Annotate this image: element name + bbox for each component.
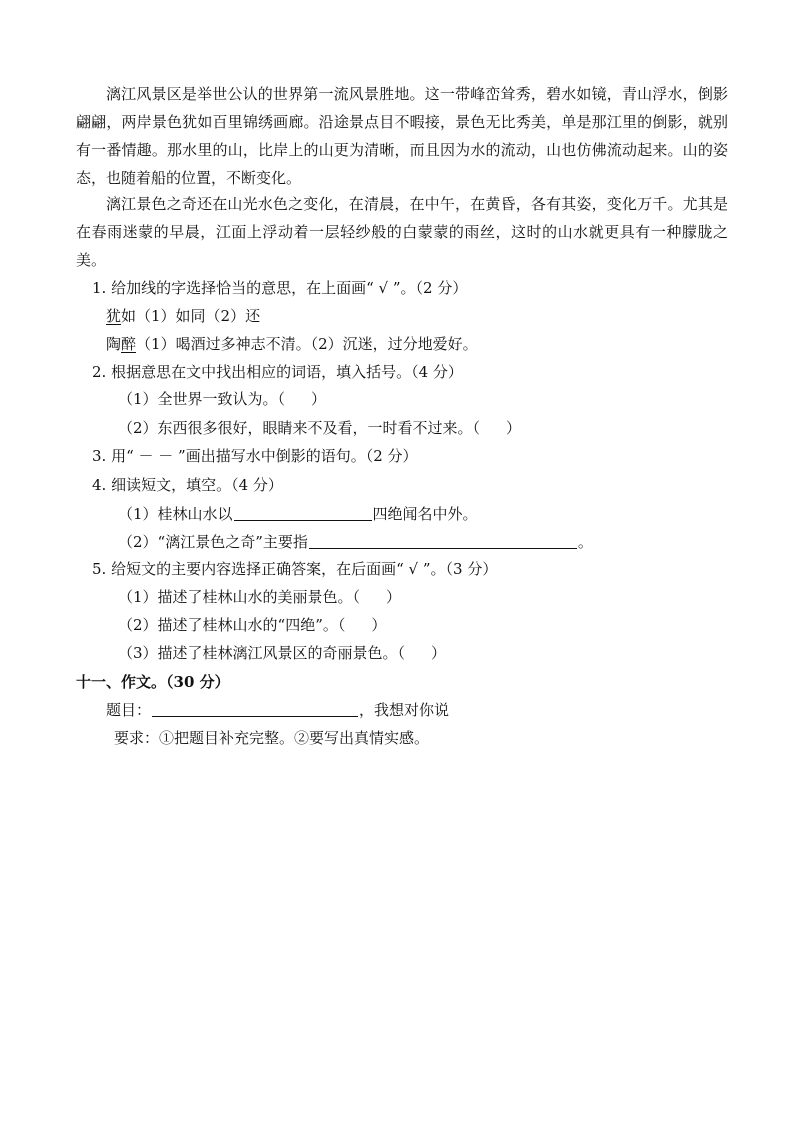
- question-1: 1. 给加线的字选择恰当的意思，在上面画“ √ ”。（2 分）: [92, 279, 468, 297]
- close-paren: ）: [386, 588, 402, 606]
- question-1-item-1: [106, 304, 260, 328]
- question-4-item-1: [118, 502, 478, 526]
- question-4-item-1-suffix: 四绝闻名中外。: [372, 505, 478, 523]
- question-2-item-2: [118, 416, 521, 440]
- question-5-option-1: [118, 585, 401, 609]
- question-5-option-3: [118, 641, 446, 665]
- question-3: 3. 用“ － － ”画出描写水中倒影的语句。（2 分）: [92, 447, 418, 465]
- close-paren: ）: [371, 616, 387, 634]
- question-4-item-1-prefix: （1）桂林山水以: [118, 505, 233, 523]
- question-1-item-2-options: （1）喝酒过多神志不清。（2）沉迷，过分地爱好。: [136, 335, 478, 353]
- fill-blank-1[interactable]: [234, 504, 372, 521]
- question-4-item-2-suffix: 。: [577, 533, 593, 551]
- question-4-item-2: [118, 530, 593, 554]
- underlined-char-you: 犹: [106, 307, 122, 325]
- question-4: 4. 细读短文，填空。（4 分）: [92, 476, 283, 494]
- question-4-item-2-prefix: （2）“漓江景色之奇”主要指: [118, 533, 308, 551]
- question-2-item-2-text: （2）东西很多很好，眼睛来不及看，一时看不过来。（: [118, 419, 481, 437]
- question-5-option-2-text: （2）描述了桂林山水的“四绝”。（: [118, 616, 346, 634]
- question-1-item-1-options: 如（1）如同（2）还: [121, 307, 261, 325]
- question-5: 5. 给短文的主要内容选择正确答案，在后面画“ √ ”。（3 分）: [92, 560, 498, 578]
- composition-requirements: 要求：①把题目补充完整。②要写出真情实感。: [114, 729, 430, 747]
- passage-paragraph-2: 漓江景色之奇还在山光水色之变化，在清晨，在中午，在黄昏，各有其姿，变化万千。尤其是在春雨迷蒙的早晨，江面上浮动着一层轻纱般的白蒙蒙的雨丝，这时的山水就更具有一种朦胧之美。: [76, 195, 728, 269]
- composition-title-suffix: ，我想对你说: [359, 701, 450, 719]
- close-paren: ）: [431, 644, 447, 662]
- close-paren: ）: [506, 419, 522, 437]
- fill-blank-2[interactable]: [309, 532, 577, 549]
- underlined-char-zui: 醉: [121, 335, 137, 353]
- close-paren: ）: [311, 390, 327, 408]
- question-1-item-2: [106, 332, 478, 356]
- question-2-item-1: [118, 387, 326, 411]
- word-tao: 陶: [106, 335, 122, 353]
- question-5-option-3-text: （3）描述了桂林漓江风景区的奇丽景色。（: [118, 644, 406, 662]
- passage-paragraph-1: 漓江风景区是举世公认的世界第一流风景胜地。这一带峰峦耸秀，碧水如镜，青山浮水，倒影翩翩，两岸景色犹如百里锦绣画廊。沿途景点目不暇接，景色无比秀美，单是那江里的倒影，就别有一番情趣。那水里的山，比岸上的山更为清晰，而且因为水的流动，山也仿佛流动起来。山的姿态，也随着船的位置，不断变化。: [76, 85, 728, 187]
- composition-title-prefix: 题目：: [106, 701, 152, 719]
- composition-heading: 十一、作文。（30 分）: [76, 673, 230, 691]
- question-2-item-1-text: （1）全世界一致认为。（: [118, 390, 286, 408]
- question-2: 2. 根据意思在文中找出相应的词语，填入括号。（4 分）: [92, 363, 463, 381]
- composition-title-line: [106, 698, 449, 722]
- composition-title-blank[interactable]: [152, 700, 358, 717]
- question-5-option-2: [118, 613, 386, 637]
- question-5-option-1-text: （1）描述了桂林山水的美丽景色。（: [118, 588, 361, 606]
